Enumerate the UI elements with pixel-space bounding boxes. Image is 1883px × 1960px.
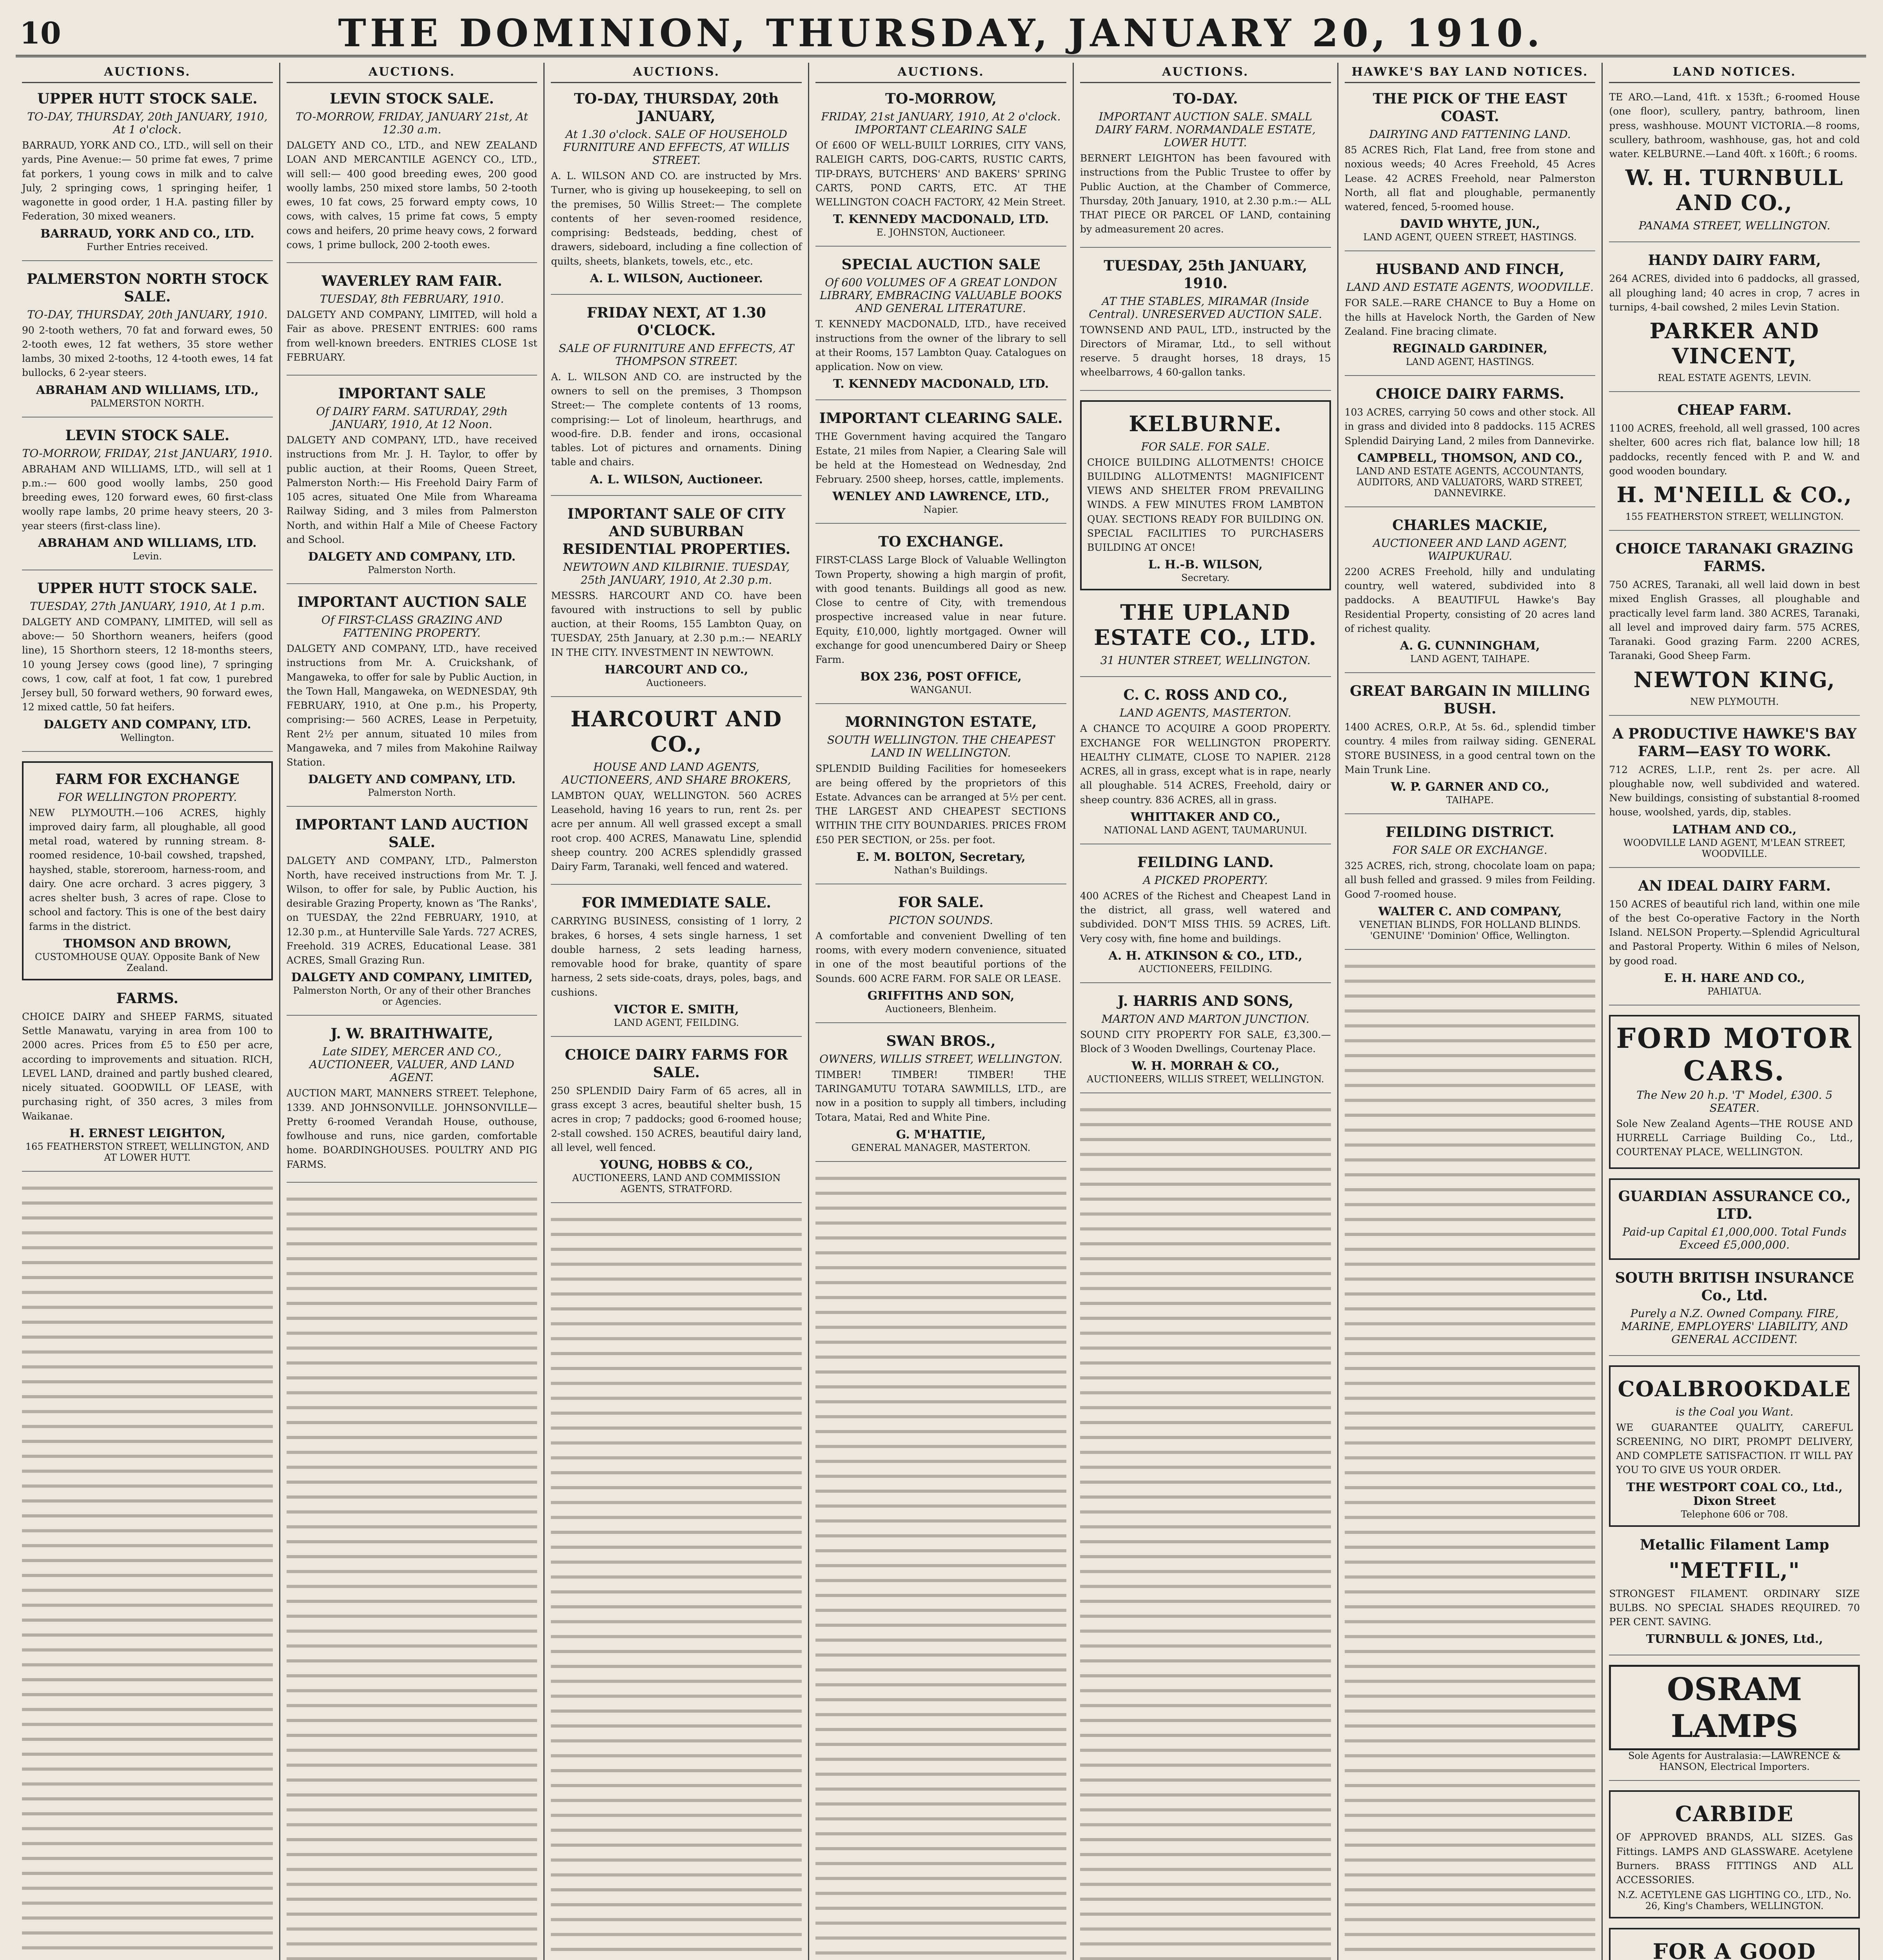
advertisement (815, 256, 1066, 400)
ad-title: TO-DAY, THURSDAY, 20th JANUARY, (574, 91, 779, 125)
ad-title: A PRODUCTIVE HAWKE'S BAY FARM—EASY TO WORK. (1612, 725, 1857, 760)
ad-title: TUESDAY, 25th JANUARY, 1910. (1104, 257, 1307, 292)
ad-body: 712 ACRES, L.I.P., rent 2s. per acre. All ploughable now, well subdivided and watered. New buildings, consisting of substantial 8-roomed house, woolshed, yards, dip, stables. (1609, 764, 1860, 818)
ad-title: FEILDING DISTRICT. (1385, 824, 1554, 840)
ad-subtitle: TO-MORROW, FRIDAY, 21st JANUARY, 1910. (22, 446, 273, 460)
advertisement (1080, 400, 1331, 591)
ad-signature: L. H.-B. WILSON, (1148, 558, 1263, 572)
ad-address: AUCTIONEERS, WILLIS STREET, WELLINGTON. (1087, 1074, 1324, 1085)
ad-subtitle: Of 600 VOLUMES OF A GREAT LONDON LIBRARY, EMBRACING VALUABLE BOOKS AND GENERAL LITERATURE. (820, 276, 1062, 315)
ad-signature: W. H. MORRAH & CO., (1131, 1059, 1280, 1073)
ad-subtitle: 31 HUNTER STREET, WELLINGTON. (1100, 654, 1311, 667)
ad-signature: ABRAHAM AND WILLIAMS, LTD., (36, 383, 259, 397)
ad-body: 150 ACRES of beautiful rich land, within one mile of the best Co-operative Factory in the North Island. NELSON Property.—Splendid Agricultural and Pastoral Property. Within 6 miles of Nelson, by good road. (1609, 898, 1860, 967)
ad-body: A. L. WILSON AND CO. are instructed by the owners to sell on the premises, 3 Thompson Street:— The complete contents of 13 rooms, comprising:— Lot of linoleum, hearthrugs, and wood-fire. D.B. fender and irons, occasional tables. Lot of pictures and ornaments. Dining table and chairs. (551, 371, 802, 468)
advertisement (22, 427, 273, 570)
ad-address: LAND AGENT, TAIHAPE. (1410, 653, 1530, 664)
metfil-title: Metallic Filament Lamp (1640, 1536, 1829, 1553)
ad-body: A CHANCE TO ACQUIRE A GOOD PROPERTY. EXCHANGE FOR WELLINGTON PROPERTY. HEALTHY CLIMATE, CLOSE TO NAPIER. 2128 ACRES, all in grass, except what is in rape, nearly all ploughable. 514 ACRES, Freehold, dairy or sheep country. 836 ACRES, all in grass. (1080, 723, 1331, 806)
ad-title: FARM FOR EXCHANGE (55, 771, 240, 788)
ad-signature: VICTOR E. SMITH, (614, 1002, 739, 1016)
ad-title: IMPORTANT LAND AUCTION SALE. (295, 817, 529, 851)
ad-signature: DALGETY AND COMPANY, LTD. (308, 773, 516, 787)
ad-signature: DAVID WHYTE, JUN., (1400, 217, 1540, 231)
ad-body: SPLENDID Building Facilities for homeseekers are being offered by the proprietors of this Estate. Advances can be arranged at 5½ per cent. THE LARGEST AND CHEAPEST SECTIONS WITHIN THE CITY BOUNDARIES. PRICES FROM £50 PER SECTION, or 25s. per foot. (815, 763, 1066, 846)
ad-title: SPECIAL AUCTION SALE (841, 256, 1040, 273)
ad-title: GREAT BARGAIN IN MILLING BUSH. (1350, 683, 1590, 717)
ad-title: CHOICE DAIRY FARMS FOR SALE. (565, 1046, 788, 1081)
ad-body: TOWNSEND AND PAUL, LTD., instructed by the Directors of Miramar, Ltd., to sell without reserve. 5 draught horses, 18 drays, 15 wheelbarrows, 4 60-gallon tanks. (1080, 324, 1331, 378)
ad-signature: H. ERNEST LEIGHTON, (69, 1126, 225, 1140)
metfil-body: STRONGEST FILAMENT. ORDINARY SIZE BULBS. NO SPECIAL SHADES REQUIRED. 70 PER CENT. SAVING. (1609, 1588, 1860, 1628)
carbide-agent: N.Z. ACETYLENE GAS LIGHTING CO., LTD., No. 26, King's Chambers, WELLINGTON. (1618, 1889, 1852, 1912)
text-column-filler (1080, 1103, 1331, 1960)
ad-subtitle: LAND AGENTS, MASTERTON. (1119, 706, 1291, 720)
advertisement (1080, 686, 1331, 844)
ad-body: MESSRS. HARCOURT AND CO. have been favoured with instructions to sell by public auction, at their Rooms, 155 Lambton Quay, on TUESDAY, 25th January, at 2.30 p.m.:— NEARLY IN THE CITY. INVESTMENT IN NEWTOWN. (551, 590, 802, 658)
advertisement (1345, 824, 1596, 950)
advertisement (815, 894, 1066, 1023)
advertisement (551, 505, 802, 697)
ad-body: 85 ACRES Rich, Flat Land, free from stone and noxious weeds; 40 Acres Freehold, 45 Acres Lease. 42 ACRES Freehold, near Palmerston North, all flat and ploughable, permanently watered, fenced, 5-roomed house. (1344, 144, 1596, 212)
ad-body: A. L. WILSON AND CO. are instructed by Mrs. Turner, who is giving up housekeeping, to sell on the premises, 50 Willis Street:— The complete contents of her seven-roomed residence, comprising: Bedsteads, bedding, chest of drawers, sideboard, including a fine collection of quilts, sheets, blankets, towels, etc., etc. (551, 170, 802, 267)
ad-address: Further Entries received. (87, 241, 208, 252)
metfil-advertisement (1609, 1536, 1860, 1656)
ad-body: ABRAHAM AND WILLIAMS, LTD., will sell at 1 p.m.:— 600 good woolly lambs, 250 good breeding ewes, 120 forward ewes, 60 first-class woolly rape lambs, 20 prime heavy steers, 20 3-year steers (first-class line). (22, 463, 273, 532)
ad-title: IMPORTANT AUCTION SALE (297, 594, 527, 610)
ad-body: FIRST-CLASS Large Block of Valuable Wellington Town Property, showing a high margin of profit, with good tenants. Buildings all good as new. Close to centre of City, with tremendous prospective increased value in near future. Equity, £10,000, lightly mortgaged. Owner will exchange for good unencumbered Dairy or Sheep Farm. (815, 554, 1066, 665)
ad-body: CHOICE BUILDING ALLOTMENTS! CHOICE BUILDING ALLOTMENTS! MAGNIFICENT VIEWS AND SHELTER FROM PREVAILING WINDS. A FEW MINUTES FROM LAMBTON QUAY. SECTIONS READY FOR BUILDING ON. SPECIAL FACILITIES TO PURCHASERS BUILDING AT ONCE! (1087, 456, 1324, 553)
ad-subtitle: FOR SALE OR EXCHANGE. (1393, 844, 1547, 857)
ad-signature: PARKER AND VINCENT, (1649, 318, 1819, 368)
column-header: HAWKE'S BAY LAND NOTICES. (1345, 63, 1596, 83)
ad-body: AUCTION MART, MANNERS STREET. Telephone, 1339. AND JOHNSONVILLE. JOHNSONVILLE—Pretty 6-roomed Verandah House, outhouse, fowlhouse and runs, nice garden, comfortable home. BOARDINGHOUSES. POULTRY AND PIG FARMS. (286, 1087, 537, 1170)
ad-address: Wellington. (120, 732, 174, 743)
ad-title: SWAN BROS., (886, 1033, 996, 1049)
ad-signature: CAMPBELL, THOMSON, AND CO., (1357, 451, 1583, 465)
ad-subtitle: OWNERS, WILLIS STREET, WELLINGTON. (819, 1052, 1062, 1065)
ad-title: AN IDEAL DAIRY FARM. (1638, 877, 1831, 894)
ad-body: DALGETY AND COMPANY, LIMITED, will sell as above:— 50 Shorthorn weaners, heifers (good line), 15 Shorthorn steers, 12 18-months steers, 10 young Jersey cows (good line), 7 springing cows, 1 cow, calf at foot, 1 fat cow, 1 purebred Jersey bull, 50 forward wethers, 90 forward ewes, 12 mixed cattle, 50 fat heifers. (22, 616, 273, 713)
advertisement (551, 1046, 802, 1203)
advertisement (1345, 90, 1596, 251)
ad-signature: DALGETY AND COMPANY, LTD. (308, 550, 516, 564)
ad-title: CHOICE TARANAKI GRAZING FARMS. (1615, 541, 1854, 575)
ad-signature: G. M'HATTIE, (896, 1127, 986, 1142)
ad-body: 103 ACRES, carrying 50 cows and other stock. All in grass and divided into 8 paddocks. 115 ACRES Splendid Dairying Land, 2 miles from Dannevirke. (1344, 407, 1596, 446)
ad-title: THE UPLAND ESTATE CO., LTD. (1094, 600, 1317, 650)
ad-subtitle: PICTON SOUNDS. (888, 913, 993, 927)
ad-signature: THOMSON AND BROWN, (63, 936, 232, 951)
ad-body: SOUND CITY PROPERTY FOR SALE, £3,300.—Block of 3 Wooden Dwellings, Courtenay Place. (1080, 1029, 1331, 1054)
ad-body: 1100 ACRES, freehold, all well grassed, 100 acres shelter, 600 acres rich flat, balance low hill; 18 paddocks, recently fenced with P. and W. and good wooden boundary. (1609, 423, 1860, 477)
ad-title: FOR IMMEDIATE SALE. (581, 895, 771, 911)
advertisement (1345, 261, 1596, 376)
advertisement (287, 1025, 537, 1183)
metfil-agent: TURNBULL & JONES, Ltd., (1646, 1632, 1823, 1646)
coal-advertisement (1609, 1365, 1860, 1527)
ad-body: 325 ACRES, rich, strong, chocolate loam on papa; all bush felled and grassed. 9 miles from Feilding. Good 7-roomed house. (1344, 860, 1596, 900)
ad-title: J. HARRIS AND SONS, (1117, 993, 1294, 1009)
ad-address: WOODVILLE LAND AGENT, M'LEAN STREET, WOODVILLE. (1623, 837, 1846, 859)
ad-signature: HARCOURT AND CO., (605, 662, 748, 677)
ad-signature: E. H. HARE AND CO., (1664, 971, 1805, 985)
ad-title: UPPER HUTT STOCK SALE. (37, 91, 258, 107)
advertisement (551, 706, 802, 885)
advertisement (287, 90, 537, 263)
ad-title: HANDY DAIRY FARM, (1648, 252, 1821, 269)
ad-address: VENETIAN BLINDS, FOR HOLLAND BLINDS. 'GENUINE' 'Dominion' Office, Wellington. (1359, 919, 1581, 941)
advertisement (22, 270, 273, 417)
advertisement (22, 761, 273, 980)
advertisement (1345, 517, 1596, 673)
carbide-title: CARBIDE (1675, 1801, 1794, 1827)
ad-title: CHOICE DAIRY FARMS. (1375, 386, 1564, 402)
osram-agent: Sole Agents for Australasia:—LAWRENCE & HANSON, Electrical Importers. (1628, 1750, 1841, 1773)
ad-subtitle: A PICKED PROPERTY. (1143, 873, 1268, 887)
column-header: LAND NOTICES. (1609, 63, 1860, 83)
ad-subtitle: DAIRYING AND FATTENING LAND. (1369, 128, 1571, 141)
ad-body: LAMBTON QUAY, WELLINGTON. 560 ACRES Leasehold, having 16 years to run, rent 2s. per acre per annum. All well grassed except a small root crop. 400 ACRES, Manawatu Line, splendid sheep country. 200 ACRES splendidly grassed Dairy Farm, Taranaki, well fenced and watered. (551, 789, 802, 872)
ad-address: TAIHAPE. (1446, 795, 1494, 806)
ad-subtitle: TO-MORROW, FRIDAY, JANUARY 21st, At 12.30 a.m. (296, 110, 528, 136)
ad-title: CHARLES MACKIE, (1392, 517, 1548, 534)
ad-address: Auctioneers, Blenheim. (885, 1003, 997, 1014)
ad-title: PALMERSTON NORTH STOCK SALE. (27, 270, 268, 305)
column-header: AUCTIONS. (815, 63, 1066, 83)
ad-subtitle: TO-DAY, THURSDAY, 20th JANUARY, 1910, At 1 o'clock. (27, 110, 268, 136)
masthead (16, 8, 1866, 57)
advertisement (1609, 725, 1860, 868)
south-british-subtitle: Purely a N.Z. Owned Company. FIRE, MARINE, EMPLOYERS' LIABILITY, AND GENERAL ACCIDENT. (1621, 1307, 1848, 1346)
text-column-filler (815, 1171, 1066, 1960)
ad-title: HARCOURT AND CO., (570, 706, 783, 757)
ad-title: HUSBAND AND FINCH, (1375, 261, 1565, 278)
ad-subtitle: FOR SALE. FOR SALE. (1141, 440, 1270, 453)
guardian-subtitle: Paid-up Capital £1,000,000. Total Funds Exceed £5,000,000. (1622, 1225, 1847, 1251)
ford-title: FORD MOTOR CARS. (1616, 1022, 1853, 1087)
ad-address: Napier. (923, 504, 959, 515)
ad-body: CHOICE DAIRY and SHEEP FARMS, situated Settle Manawatu, varying in area from 100 to 2000 acres. Prices from £5 to £50 per acre, according to improvements and situation. RICH, LEVEL LAND, drained and partly bushed cleared, nicely situated. GOODWILL OF LEASE, with purchasing right, of 350 acres, 3 miles from Waikanae. (22, 1011, 273, 1122)
column-3 (545, 63, 809, 1960)
ad-signature: WENLEY AND LAWRENCE, LTD., (832, 490, 1050, 504)
ad-body: 264 ACRES, divided into 6 paddocks, all grassed, all ploughing land; 40 acres in crop, 7 acres in turnips, 4-bail cowshed, 2 miles Levin Station. (1609, 273, 1860, 313)
ad-signature: BARRAUD, YORK AND CO., LTD. (40, 227, 254, 241)
newspaper-title: THE DOMINION, THURSDAY, JANUARY 20, 1910. (338, 11, 1544, 55)
ad-title: IMPORTANT CLEARING SALE. (819, 410, 1063, 427)
ad-title: LEVIN STOCK SALE. (65, 427, 230, 444)
ad-subtitle: IMPORTANT AUCTION SALE. SMALL DAIRY FARM. NORMANDALE ESTATE, LOWER HUTT. (1095, 110, 1316, 149)
ad-subtitle: FRIDAY, 21st JANUARY, 1910, At 2 o'clock. IMPORTANT CLEARING SALE (821, 110, 1061, 136)
advertisement (1609, 877, 1860, 1005)
coal-phone: Telephone 606 or 708. (1681, 1508, 1788, 1520)
ad-body: THE Government having acquired the Tangaro Estate, 21 miles from Napier, a Clearing Sale will be held at the Homestead on Wednesday, 2nd February. 2500 sheep, horses, cattle, implements. (815, 431, 1066, 485)
ad-title: J. W. BRAITHWAITE, (330, 1025, 493, 1042)
ad-title: FRIDAY NEXT, AT 1.30 O'CLOCK. (587, 304, 766, 339)
advertisement (1609, 540, 1860, 716)
ad-title: LEVIN STOCK SALE. (330, 91, 494, 107)
ad-title: W. H. TURNBULL AND CO., (1625, 165, 1844, 216)
ad-subtitle: Of DAIRY FARM. SATURDAY, 29th JANUARY, 1910, At 12 Noon. (316, 405, 508, 431)
ad-signature: YOUNG, HOBBS & CO., (600, 1158, 753, 1172)
guardian-title: GUARDIAN ASSURANCE CO., LTD. (1618, 1188, 1851, 1222)
ad-title: FEILDING LAND. (1137, 854, 1274, 871)
coal-subtitle: is the Coal you Want. (1675, 1405, 1794, 1418)
ad-address: Palmerston North. (368, 787, 456, 799)
ad-subtitle: SOUTH WELLINGTON. THE CHEAPEST LAND IN WELLINGTON. (827, 733, 1055, 760)
ad-body: 750 ACRES, Taranaki, all well laid down in best mixed English Grasses, all ploughable and practically level farm land. 380 ACRES, Taranaki, all level and improved dairy farm. 575 ACRES, Taranaki. Good grazing Farm. 2200 ACRES, Taranaki, Good Sheep Farm. (1609, 579, 1860, 662)
ad-body: 250 SPLENDID Dairy Farm of 65 acres, all in grass except 3 acres, beautiful shelter bush, 15 acres in crop; 7 paddocks; good 6-roomed house; 2-stall cowshed. 150 ACRES, beautiful dairy land, all level, well fenced. (551, 1085, 802, 1153)
ad-body: TE ARO.—Land, 41ft. x 153ft.; 6-roomed House (one floor), scullery, pantry, bathroom, linen press, washhouse. MOUNT VICTORIA.—8 rooms, scullery, bathroom, washhouse, gas, hot and cold water. KELBURNE.—Land 40ft. x 160ft.; 6 rooms. (1609, 91, 1860, 160)
carbide-body: OF APPROVED BRANDS, ALL SIZES. Gas Fittings. LAMPS AND GLASSWARE. Acetylene Burners. BRASS FITTINGS AND ALL ACCESSORIES. (1616, 1831, 1853, 1886)
beer-advertisement (1609, 1928, 1860, 1960)
text-column-filler (551, 1212, 802, 1960)
beer-title: FOR A GOOD (1652, 1939, 1816, 1960)
ad-signature: GRIFFITHS AND SON, (867, 989, 1015, 1003)
ad-subtitle: TUESDAY, 27th JANUARY, 1910, At 1 p.m. (30, 599, 265, 613)
ad-subtitle: At 1.30 o'clock. SALE OF HOUSEHOLD FURNITURE AND EFFECTS, AT WILLIS STREET. (563, 128, 790, 167)
ad-subtitle: NEWTOWN AND KILBIRNIE. TUESDAY, 25th JANUARY, 1910, At 2.30 p.m. (563, 560, 790, 586)
ad-subtitle: AUCTIONEER AND LAND AGENT, WAIPUKURAU. (1373, 536, 1567, 563)
advertisement (551, 894, 802, 1037)
ad-body: 400 ACRES of the Richest and Cheapest Land in the district, all grass, well watered and subdivided. DON'T MISS THIS. 59 ACRES, Lift. Very cosy with, fine home and buildings. (1080, 890, 1331, 944)
ad-signature: W. P. GARNER AND CO., (1391, 780, 1549, 794)
ad-body: BERNERT LEIGHTON has been favoured with instructions from the Public Trustee to offer by Public Auction, at the Chamber of Commerce, Thursday, 20th January, 1910, at 2.30 p.m.:— ALL THAT PIECE OR PARCEL OF LAND, containing by admeasurement 20 acres. (1080, 152, 1331, 235)
ad-address: LAND AND ESTATE AGENTS, ACCOUNTANTS, AUDITORS, AND VALUATORS, WARD STREET, DANNEVIRKE. (1356, 465, 1584, 499)
ad-address: LAND AGENT, HASTINGS. (1405, 356, 1534, 367)
ad-title: FARMS. (116, 990, 179, 1007)
advertisement (287, 272, 537, 376)
advertisement (815, 410, 1066, 524)
ad-signature: E. M. BOLTON, Secretary, (856, 850, 1026, 864)
ad-title: TO-DAY. (1173, 91, 1238, 107)
column-2 (280, 63, 545, 1960)
ad-address: NEW PLYMOUTH. (1690, 696, 1779, 707)
south-british-title: SOUTH BRITISH INSURANCE Co., Ltd. (1615, 1269, 1854, 1304)
ad-title: MORNINGTON ESTATE, (845, 714, 1037, 731)
advertisement (1345, 682, 1596, 814)
ad-body: 90 2-tooth wethers, 70 fat and forward ewes, 50 2-tooth ewes, 12 fat wethers, 35 store wether lambs, 30 mixed 2-tooths, 12 4-tooth ewes, 14 fat bullocks, 6 2-year steers. (22, 324, 273, 379)
metfil-name: "METFIL," (1669, 1557, 1801, 1583)
ad-address: Levin. (133, 550, 162, 562)
ad-subtitle: MARTON AND MARTON JUNCTION. (1101, 1012, 1309, 1025)
ad-body: CARRYING BUSINESS, consisting of 1 lorry, 2 brakes, 6 horses, 4 sets single harness, 1 set double harness, 2 sets leading harness, removable hood for brake, quantity of spare harness, 2 sets side-coats, drays, poles, bags, and cushions. (551, 915, 802, 998)
ad-address: 165 FEATHERSTON STREET, WELLINGTON, AND AT LOWER HUTT. (25, 1141, 269, 1163)
ad-title: WAVERLEY RAM FAIR. (321, 273, 502, 289)
ad-address: WANGANUI. (910, 684, 972, 696)
advertisement (287, 816, 537, 1016)
ad-signature: H. M'NEILL & CO., (1616, 482, 1852, 507)
advertisement (1609, 90, 1860, 242)
ad-address: E. JOHNSTON, Auctioneer. (876, 227, 1006, 238)
ad-signature: LATHAM AND CO., (1672, 822, 1797, 837)
ad-title: KELBURNE. (1129, 411, 1282, 436)
ad-body: A comfortable and convenient Dwelling of ten rooms, with every modern convenience, situated in one of the most beautiful portions of the Sounds. 600 ACRE FARM. FOR SALE OR LEASE. (815, 930, 1066, 984)
ad-title: IMPORTANT SALE OF CITY AND SUBURBAN RESIDENTIAL PROPERTIES. (562, 505, 791, 557)
text-column-filler (22, 1181, 273, 1960)
ad-address: AUCTIONEERS, FEILDING. (1139, 963, 1273, 975)
ad-address: REAL ESTATE AGENTS, LEVIN. (1658, 372, 1811, 383)
ad-body: BARRAUD, YORK AND CO., LTD., will sell on their yards, Pine Avenue:— 50 prime fat ewes, 7 prime fat porkers, 1 young cows in milk and to calve July, 2 springing cows, 1 springing heifer, 1 wagonette in good order, 1 H.A. pasting filler by Federation, 30 mixed weaners. (22, 140, 273, 222)
ad-address: LAND AGENT, FEILDING. (614, 1017, 739, 1028)
ad-signature: BOX 236, POST OFFICE, (860, 670, 1022, 684)
advertisement (1080, 993, 1331, 1094)
ad-signature: WALTER C. AND COMPANY, (1378, 904, 1562, 918)
ad-title: THE PICK OF THE EAST COAST. (1373, 91, 1567, 125)
advertisement (1080, 854, 1331, 983)
column-1 (16, 63, 280, 1960)
advertisement (551, 90, 802, 295)
advertisement (551, 304, 802, 496)
osram-advertisement (1609, 1665, 1860, 1781)
ad-address: PAHIATUA. (1707, 985, 1762, 997)
ad-body: Of £600 OF WELL-BUILT LORRIES, CITY VANS, RALEIGH CARTS, DOG-CARTS, RUSTIC CARTS, TIP-DRAYS, BUTCHERS' AND BAKERS' SPRING CARTS, POND CARTS, ETC. AT THE WELLINGTON COACH FACTORY, 42 Mein Street. (815, 140, 1066, 208)
ad-signature: DALGETY AND COMPANY, LTD. (44, 717, 251, 731)
ad-title: C. C. ROSS AND CO., (1123, 687, 1288, 704)
advertisement (22, 990, 273, 1172)
advertisement (22, 580, 273, 752)
ad-body: FOR SALE.—RARE CHANCE to Buy a Home on the hills at Havelock North, the Garden of New Zealand. Fine bracing climate. (1344, 297, 1596, 337)
ad-body: NEW PLYMOUTH.—106 ACRES, highly improved dairy farm, all ploughable, all good metal road, watered by running stream. 8-roomed residence, 10-bail cowshed, trapshed, hayshed, stable, storeroom, harness-room, and dairy. One acre orchard. 3 acres piggery, 3 acres shelter bush, 3 acres of rape. Close to school and factory. This is one of the best dairy farms in the district. (29, 807, 266, 932)
ad-title: FOR SALE. (898, 894, 984, 911)
ad-title: TO EXCHANGE. (878, 534, 1004, 550)
ad-address: PALMERSTON NORTH. (90, 397, 205, 409)
advertisement (1609, 401, 1860, 531)
ad-title: UPPER HUTT STOCK SALE. (37, 580, 258, 597)
column-header: AUCTIONS. (1080, 63, 1331, 83)
column-6 (1338, 63, 1603, 1960)
newspaper-columns (16, 63, 1866, 1960)
column-5 (1074, 63, 1338, 1960)
ad-signature: ABRAHAM AND WILLIAMS, LTD. (38, 536, 257, 550)
column-4 (809, 63, 1074, 1960)
ad-address: 155 FEATHERSTON STREET, WELLINGTON. (1625, 511, 1844, 522)
advertisement (815, 90, 1066, 247)
ad-subtitle: SALE OF FURNITURE AND EFFECTS, AT THOMPSON STREET. (559, 341, 794, 368)
advertisement (22, 90, 273, 261)
ad-body: TIMBER! TIMBER! TIMBER! THE TARINGAMUTU TOTARA SAWMILLS, LTD., are now in a position to supply all timbers, including Totara, Matai, Red and White Pine. (815, 1069, 1066, 1123)
ad-address: Palmerston North, Or any of their other Branches or Agencies. (293, 985, 531, 1007)
ad-body: 2200 ACRES Freehold, hilly and undulating country, well watered, subdivided into 8 paddocks. A BEAUTIFUL Hawke's Bay Residential Property, consisting of 20 acres land of richest quality. (1344, 566, 1596, 634)
ad-address: Secretary. (1181, 572, 1230, 584)
ad-signature: DALGETY AND COMPANY, LIMITED, (291, 971, 533, 985)
advertisement (287, 385, 537, 584)
guardian-advertisement (1609, 1178, 1860, 1260)
ad-title: IMPORTANT SALE (338, 385, 486, 402)
ad-address: GENERAL MANAGER, MASTERTON. (851, 1142, 1031, 1153)
ad-subtitle: FOR WELLINGTON PROPERTY. (58, 790, 237, 804)
ad-title: TO-MORROW, (885, 91, 997, 107)
ford-advertisement (1609, 1015, 1860, 1169)
text-column-filler (287, 1192, 537, 1960)
ad-signature: REGINALD GARDINER, (1392, 342, 1548, 356)
advertisement (1080, 90, 1331, 248)
advertisement (815, 713, 1066, 884)
ford-agent: Sole New Zealand Agents—THE ROUSE AND HURRELL Carriage Building Co., Ltd., COURTENAY PLACE, WELLINGTON. (1616, 1118, 1853, 1158)
ad-subtitle: HOUSE AND LAND AGENTS, AUCTIONEERS, AND SHARE BROKERS, (561, 760, 791, 786)
advertisement (1609, 252, 1860, 392)
ad-address: LAND AGENT, QUEEN STREET, HASTINGS. (1363, 232, 1577, 243)
ad-signature: T. KENNEDY MACDONALD, LTD. (833, 377, 1049, 391)
page-number: 10 (20, 16, 61, 51)
ad-subtitle: PANAMA STREET, WELLINGTON. (1638, 219, 1830, 232)
ford-subtitle: The New 20 h.p. 'T' Model, £300. 5 SEATER. (1636, 1088, 1833, 1114)
ad-subtitle: AT THE STABLES, MIRAMAR (Inside Central). UNRESERVED AUCTION SALE. (1089, 294, 1322, 321)
ad-signature: WHITTAKER AND CO., (1130, 810, 1280, 824)
osram-title: OSRAM LAMPS (1609, 1665, 1860, 1750)
advertisement (815, 533, 1066, 704)
ad-address: CUSTOMHOUSE QUAY. Opposite Bank of New Zealand. (35, 951, 260, 973)
ad-signature: NEWTON KING, (1633, 667, 1836, 692)
column-header: AUCTIONS. (551, 63, 802, 83)
ad-address: AUCTIONEERS, LAND AND COMMISSION AGENTS, STRATFORD. (572, 1172, 781, 1194)
text-column-filler (1345, 959, 1596, 1960)
ad-subtitle: TO-DAY, THURSDAY, 20th JANUARY, 1910. (27, 308, 268, 321)
ad-signature: A. L. WILSON, Auctioneer. (590, 271, 763, 285)
ad-signature: A. H. ATKINSON & CO., LTD., (1108, 949, 1302, 963)
ad-subtitle: LAND AND ESTATE AGENTS, WOODVILLE. (1346, 281, 1594, 294)
ad-body: 1400 ACRES, O.R.P., At 5s. 6d., splendid timber country. 4 miles from railway siding. GENERAL STORE BUSINESS, in a good central town on the Main Trunk Line. (1344, 721, 1596, 775)
ad-signature: A. G. CUNNINGHAM, (1400, 639, 1540, 653)
ad-address: Nathan's Buildings. (894, 864, 988, 876)
ad-subtitle: Late SIDEY, MERCER AND CO., AUCTIONEER, VALUER, AND LAND AGENT. (309, 1045, 514, 1084)
ad-signature: T. KENNEDY MACDONALD, LTD. (833, 212, 1049, 227)
advertisement (815, 1033, 1066, 1162)
advertisement (287, 593, 537, 807)
ad-address: NATIONAL LAND AGENT, TAUMARUNUI. (1104, 824, 1307, 836)
ad-subtitle: TUESDAY, 8th FEBRUARY, 1910. (320, 292, 504, 305)
ad-address: Palmerston North. (368, 564, 456, 575)
ad-body: DALGETY AND COMPANY, LTD., have received instructions from Mr. A. Cruickshank, of Mangaweka, to offer for sale by Public Auction, in the Town Hall, Mangaweka, on WEDNESDAY, 9th FEBRUARY, 1910, at One p.m., his Property, comprising:— 560 ACRES, Lease in Perpetuity, Rent 2½ per annum, situated 10 miles from Mangaweka, and 7 miles from Makohine Railway Station. (286, 643, 537, 768)
coal-body: WE GUARANTEE QUALITY, CAREFUL SCREENING, NO DIRT, PROMPT DELIVERY, AND COMPLETE SATISFACTION. IT WILL PAY YOU TO GIVE US YOUR ORDER. (1616, 1421, 1853, 1476)
advertisement (1345, 385, 1596, 507)
advertisement (1080, 600, 1331, 677)
ad-address: Auctioneers. (646, 677, 706, 688)
ad-body: DALGETY AND COMPANY, LTD., have received instructions from Mr. J. H. Taylor, to offer by public auction, at their Rooms, Queen Street, Palmerston North:— His Freehold Dairy Farm of 105 acres, situated One Mile from Whareama Railway Siding, and 3 miles from Palmerston North, and within Half a Mile of Cheese Factory and School. (286, 434, 537, 545)
column-header: AUCTIONS. (287, 63, 537, 83)
carbide-advertisement (1609, 1790, 1860, 1918)
south-british-advertisement (1609, 1269, 1860, 1356)
column-header: AUCTIONS. (22, 63, 273, 83)
ad-body: DALGETY AND COMPANY, LIMITED, will hold a Fair as above. PRESENT ENTRIES: 600 rams from well-known breeders. ENTRIES CLOSE 1st FEBRUARY. (286, 309, 537, 363)
column-7 (1603, 63, 1866, 1960)
ad-title: CHEAP FARM. (1677, 402, 1792, 418)
ad-body: DALGETY AND CO., LTD., and NEW ZEALAND LOAN AND MERCANTILE AGENCY CO., LTD., will sell:— 400 good breeding ewes, 200 good woolly lambs, 250 mixed store lambs, 50 2-tooth ewes, 10 fat cows, 25 forward empty cows, 10 cows, with calves, 15 prime fat cows, 5 empty cows and heifers, 20 prime heavy cows, 2 forward cows, 1 prime bullock, 200 2-tooth ewes. (286, 140, 537, 250)
coal-title: COALBROOKDALE (1618, 1376, 1851, 1401)
ad-body: DALGETY AND COMPANY, LTD., Palmerston North, have received instructions from Mr. T. J. Wilson, to offer for sale, by Public Auction, his desirable Grazing Property, known as 'The Ranks', on TUESDAY, the 22nd FEBRUARY, 1910, at 12.30 p.m., at Hunterville Sale Yards. 727 ACRES, Freehold. 319 ACRES, Educational Lease. 381 ACRES, Small Grazing Run. (286, 855, 537, 966)
advertisement (1080, 257, 1331, 391)
coal-agent: THE WESTPORT COAL CO., Ltd., Dixon Street (1626, 1480, 1843, 1508)
ad-subtitle: Of FIRST-CLASS GRAZING AND FATTENING PROPERTY. (321, 613, 503, 639)
ad-signature: A. L. WILSON, Auctioneer. (590, 472, 763, 486)
ad-body: T. KENNEDY MACDONALD, LTD., have received instructions from the owner of the library to sell at their Rooms, 157 Lambton Quay. Catalogues on application. Now on view. (815, 318, 1066, 372)
